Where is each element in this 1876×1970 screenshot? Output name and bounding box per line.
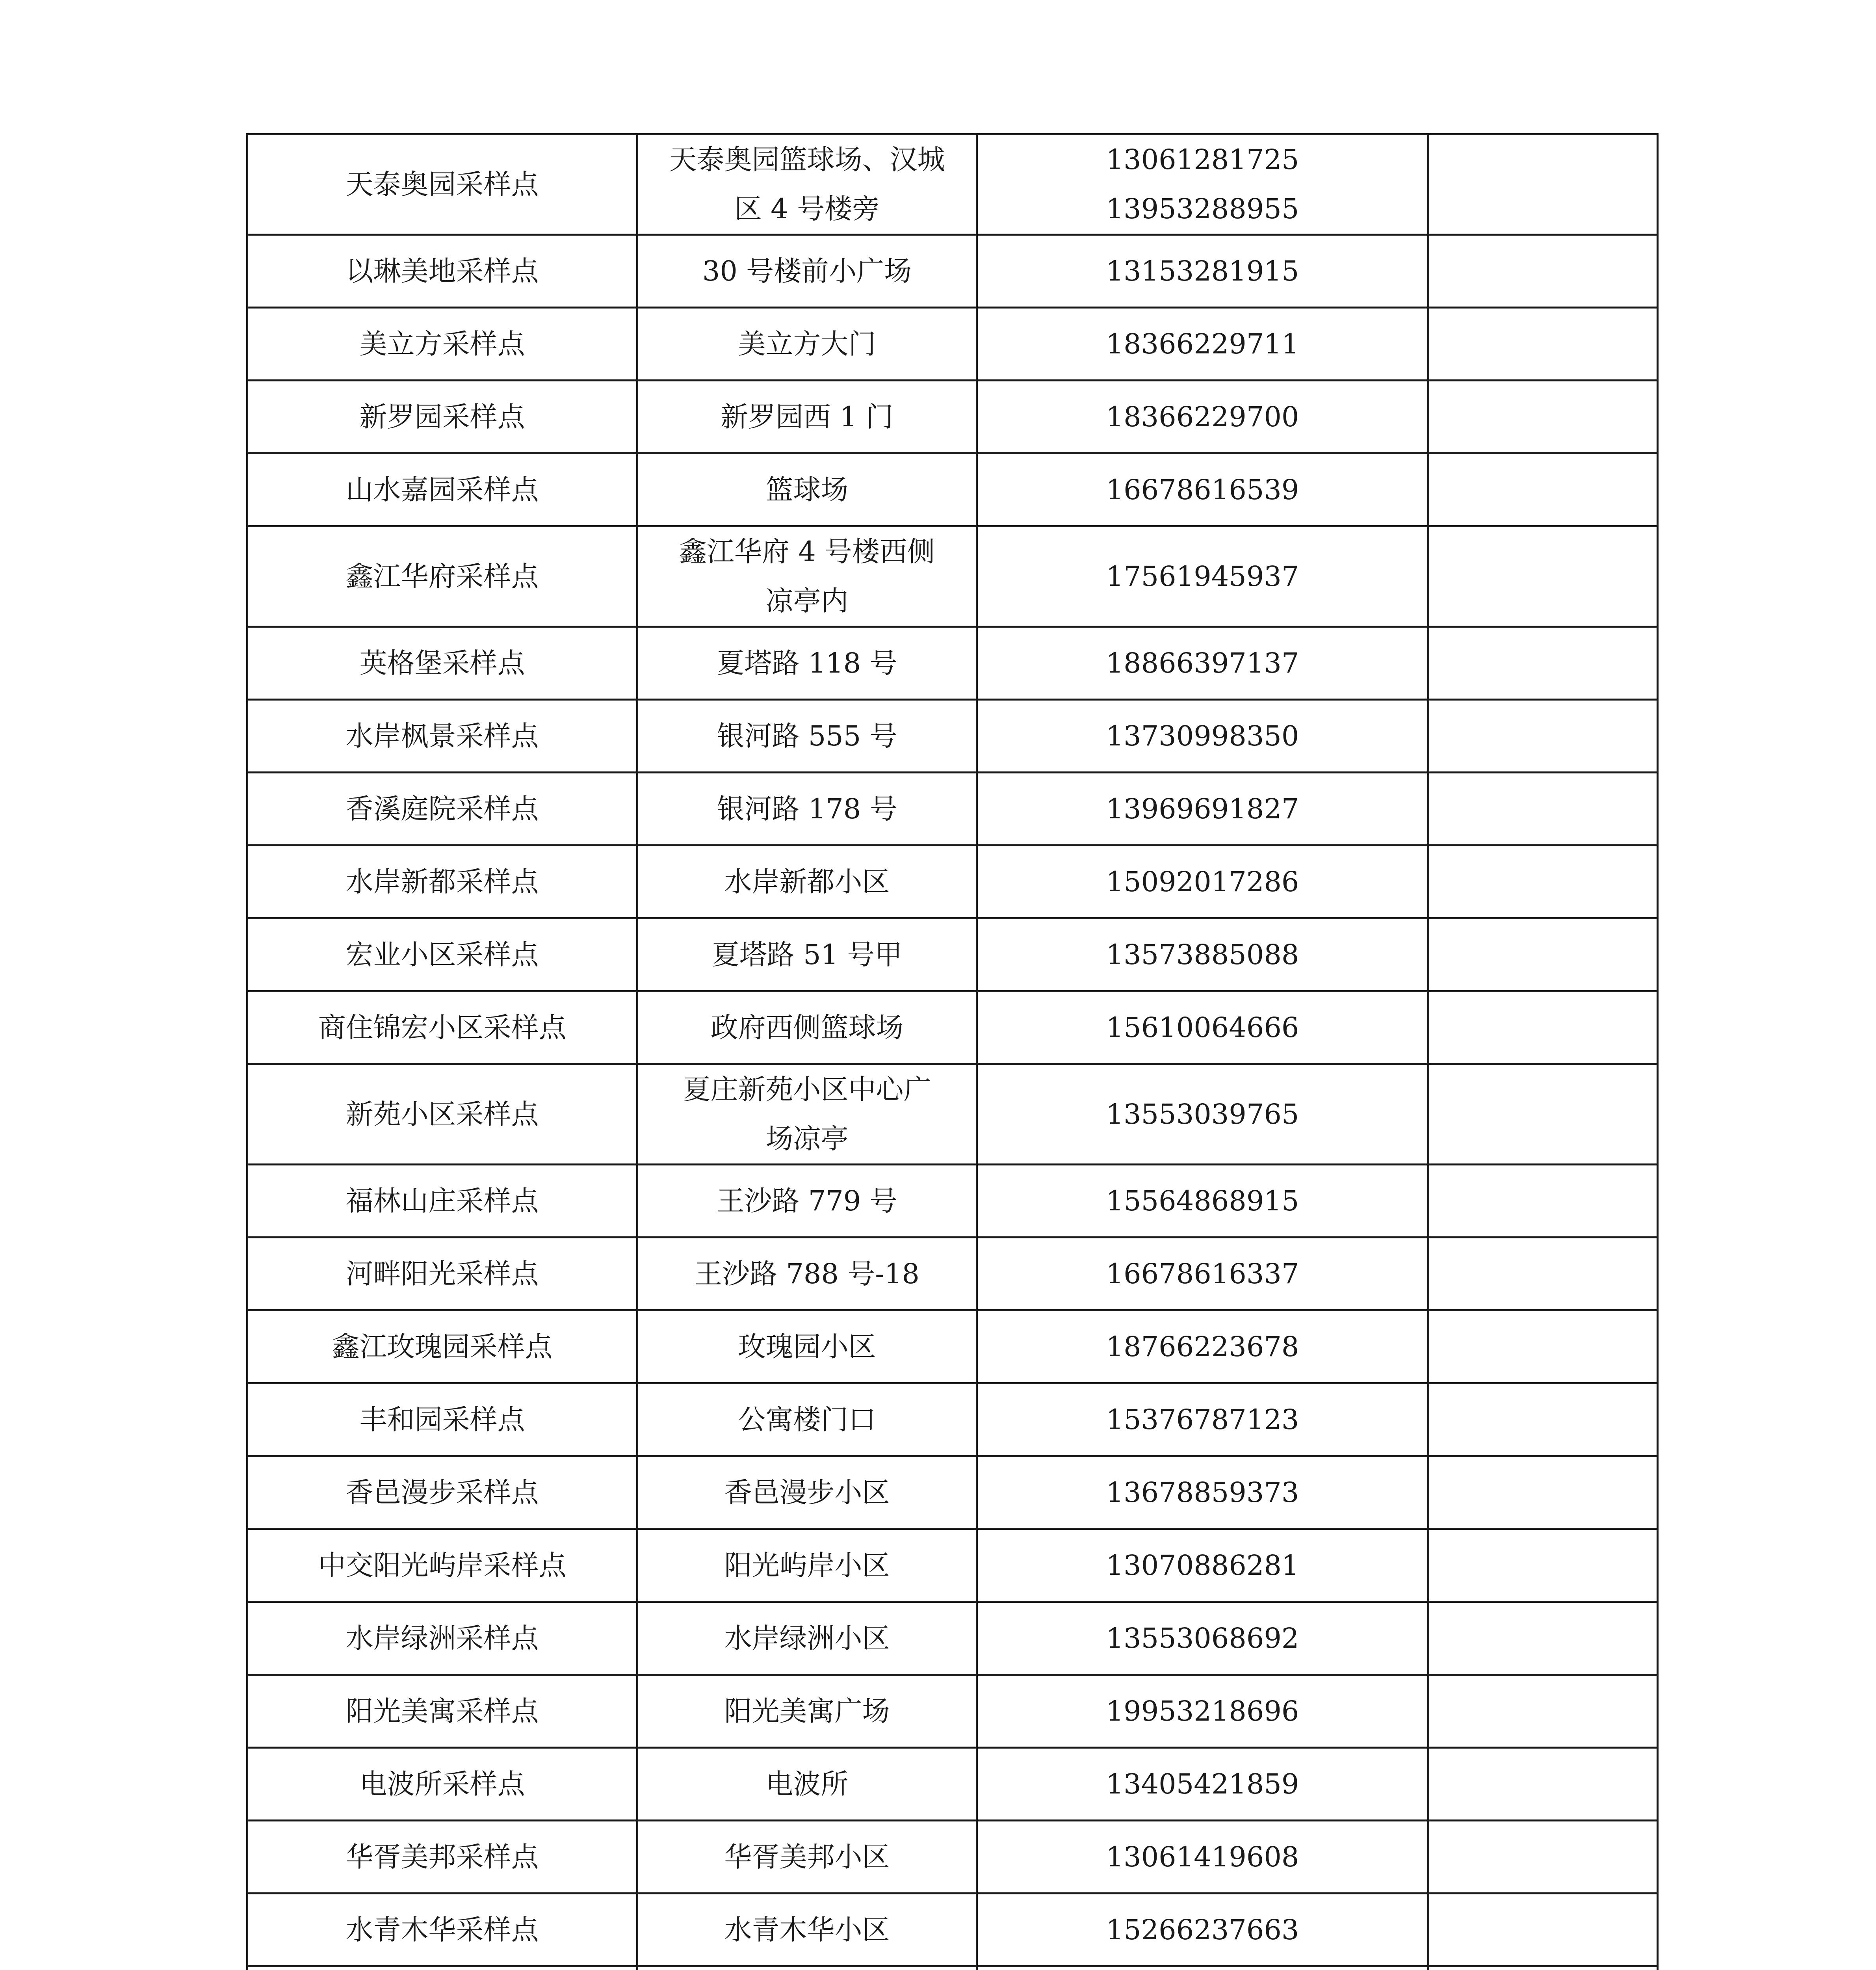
location-line: 篮球场: [765, 473, 849, 506]
note-cell: [1428, 991, 1658, 1064]
phone-number: 13405421859: [1106, 1767, 1299, 1800]
phone-number: 16678616337: [1106, 1257, 1299, 1290]
phone-cell: [977, 700, 1428, 773]
location-line: 王沙路 779 号: [717, 1184, 897, 1217]
sampling-point-name-cell: 新苑小区采样点: [247, 1064, 637, 1165]
note-cell: [1428, 1748, 1658, 1821]
sampling-point-name-cell: 英格堡采样点: [247, 627, 637, 700]
note-cell: [1428, 381, 1658, 453]
sampling-point-name-cell: 商住锦宏小区采样点: [247, 991, 637, 1064]
phone-cell: [977, 308, 1428, 381]
location-cell: [637, 1456, 977, 1529]
sampling-point-name-cell: 山水嘉园采样点: [247, 453, 637, 526]
phone-cell: [977, 918, 1428, 991]
location-line: 政府西侧篮球场: [710, 1011, 904, 1044]
note-cell: [1428, 308, 1658, 381]
location-line: 水岸绿洲小区: [724, 1622, 890, 1654]
location-line: 夏庄新苑小区中心广: [683, 1073, 931, 1106]
phone-cell: [977, 627, 1428, 700]
phone-cell: [977, 1894, 1428, 1966]
location-line: 公寓楼门口: [738, 1403, 876, 1436]
table-row: [247, 773, 1658, 846]
note-cell: [1428, 526, 1658, 627]
note-cell: [1428, 134, 1658, 235]
table-row: [247, 846, 1658, 918]
table-row: [247, 1456, 1658, 1529]
location-line: 阳光屿岸小区: [724, 1549, 890, 1582]
note-cell: [1428, 918, 1658, 991]
sampling-point-name-cell: [247, 1966, 637, 1970]
note-cell: [1428, 1456, 1658, 1529]
note-cell: [1428, 700, 1658, 773]
location-cell: [637, 1602, 977, 1675]
phone-cell: [977, 1529, 1428, 1602]
phone-number: 15266237663: [1106, 1913, 1299, 1946]
location-cell: [637, 381, 977, 453]
phone-number: 13070886281: [1106, 1549, 1299, 1582]
phone-cell: [977, 846, 1428, 918]
note-cell: [1428, 235, 1658, 308]
sampling-point-name-cell: 电波所采样点: [247, 1748, 637, 1821]
phone-cell: [977, 1821, 1428, 1894]
phone-number: 13153281915: [1106, 255, 1299, 287]
sampling-point-name-cell: 以琳美地采样点: [247, 235, 637, 308]
location-line: 银河路 178 号: [717, 792, 897, 825]
note-cell: [1428, 627, 1658, 700]
phone-cell: [977, 1165, 1428, 1238]
sampling-point-name-cell: 美立方采样点: [247, 308, 637, 381]
location-line: 场凉亭: [765, 1123, 849, 1155]
location-line: 30 号楼前小广场: [702, 255, 912, 287]
sampling-point-name-cell: 水岸绿洲采样点: [247, 1602, 637, 1675]
location-cell: [637, 235, 977, 308]
table-row: [247, 453, 1658, 526]
phone-cell: [977, 526, 1428, 627]
location-cell: [637, 1238, 977, 1310]
phone-number: 13061281725: [1106, 143, 1299, 176]
phone-cell: [977, 1456, 1428, 1529]
location-cell: [637, 1966, 977, 1970]
location-line: 水青木华小区: [724, 1913, 890, 1946]
location-line: 区 4 号楼旁: [734, 193, 880, 225]
phone-cell: [977, 1602, 1428, 1675]
location-line: 水岸新都小区: [724, 865, 890, 898]
table-row: [247, 1383, 1658, 1456]
sampling-point-name-cell: 水岸枫景采样点: [247, 700, 637, 773]
note-cell: [1428, 1529, 1658, 1602]
phone-cell: [977, 235, 1428, 308]
phone-cell: [977, 1238, 1428, 1310]
sampling-points-table: [246, 133, 1659, 1970]
sampling-point-name-cell: 香溪庭院采样点: [247, 773, 637, 846]
table-row: [247, 1894, 1658, 1966]
phone-number: 15092017286: [1106, 865, 1299, 898]
table-row: [247, 1966, 1658, 1970]
location-line: 新罗园西 1 门: [720, 400, 894, 433]
location-cell: [637, 308, 977, 381]
table-row: [247, 1529, 1658, 1602]
location-line: 夏塔路 51 号甲: [711, 938, 903, 971]
location-cell: [637, 1165, 977, 1238]
phone-cell: [977, 1064, 1428, 1165]
phone-number: 15610064666: [1106, 1011, 1299, 1044]
table-row: [247, 700, 1658, 773]
location-cell: [637, 773, 977, 846]
phone-number: 13553039765: [1106, 1098, 1299, 1130]
phone-number: 15376787123: [1106, 1403, 1299, 1436]
phone-cell: [977, 1966, 1428, 1970]
note-cell: [1428, 1064, 1658, 1165]
phone-cell: [977, 1748, 1428, 1821]
note-cell: [1428, 1675, 1658, 1748]
table-row: [247, 308, 1658, 381]
location-cell: [637, 1064, 977, 1165]
phone-cell: [977, 1383, 1428, 1456]
table-row: [247, 1675, 1658, 1748]
location-line: 玫瑰园小区: [738, 1330, 876, 1363]
location-cell: [637, 918, 977, 991]
sampling-point-name-cell: 水青木华采样点: [247, 1894, 637, 1966]
note-cell: [1428, 1602, 1658, 1675]
phone-number: 18366229711: [1106, 327, 1299, 360]
sampling-point-name-cell: 新罗园采样点: [247, 381, 637, 453]
phone-number: 13573885088: [1106, 938, 1299, 971]
phone-cell: [977, 991, 1428, 1064]
location-cell: [637, 846, 977, 918]
phone-cell: [977, 1675, 1428, 1748]
table-body: [247, 134, 1658, 1970]
phone-cell: [977, 1310, 1428, 1383]
location-line: 天泰奥园篮球场、汉城: [669, 143, 945, 176]
phone-number: 16678616539: [1106, 473, 1299, 506]
sampling-point-name-cell: 华胥美邦采样点: [247, 1821, 637, 1894]
sampling-point-name-cell: 阳光美寓采样点: [247, 1675, 637, 1748]
sampling-point-name-cell: 鑫江华府采样点: [247, 526, 637, 627]
table-row: [247, 134, 1658, 235]
location-line: 银河路 555 号: [717, 719, 897, 752]
phone-number: 18866397137: [1106, 647, 1299, 679]
location-line: 香邑漫步小区: [724, 1476, 890, 1509]
table-row: [247, 991, 1658, 1064]
note-cell: [1428, 846, 1658, 918]
note-cell: [1428, 1165, 1658, 1238]
location-cell: [637, 700, 977, 773]
table-row: [247, 526, 1658, 627]
table-row: [247, 1064, 1658, 1165]
phone-number: 13969691827: [1106, 792, 1299, 825]
location-cell: [637, 1821, 977, 1894]
phone-number: 13553068692: [1106, 1622, 1299, 1654]
sampling-point-name-cell: 天泰奥园采样点: [247, 134, 637, 235]
phone-cell: [977, 381, 1428, 453]
table-row: [247, 1165, 1658, 1238]
sampling-point-name-cell: 丰和园采样点: [247, 1383, 637, 1456]
note-cell: [1428, 1821, 1658, 1894]
table-row: [247, 381, 1658, 453]
location-cell: [637, 627, 977, 700]
phone-number: 13678859373: [1106, 1476, 1299, 1509]
table-row: [247, 627, 1658, 700]
sampling-point-name-cell: 鑫江玫瑰园采样点: [247, 1310, 637, 1383]
sampling-point-name-cell: 水岸新都采样点: [247, 846, 637, 918]
phone-cell: [977, 773, 1428, 846]
table-row: [247, 235, 1658, 308]
sampling-point-name-cell: 中交阳光屿岸采样点: [247, 1529, 637, 1602]
table-row: [247, 1821, 1658, 1894]
sampling-point-name-cell: 香邑漫步采样点: [247, 1456, 637, 1529]
sampling-point-name-cell: 宏业小区采样点: [247, 918, 637, 991]
phone-number: 18366229700: [1106, 400, 1299, 433]
note-cell: [1428, 773, 1658, 846]
phone-number: 13061419608: [1106, 1840, 1299, 1873]
phone-number: 17561945937: [1106, 560, 1299, 593]
phone-number: 13730998350: [1106, 719, 1299, 752]
location-cell: [637, 1675, 977, 1748]
note-cell: [1428, 453, 1658, 526]
location-line: 凉亭内: [765, 585, 849, 617]
location-cell: [637, 1383, 977, 1456]
sampling-point-name-cell: 福林山庄采样点: [247, 1165, 637, 1238]
note-cell: [1428, 1238, 1658, 1310]
note-cell: [1428, 1310, 1658, 1383]
table-row: [247, 1238, 1658, 1310]
sampling-point-name-cell: 河畔阳光采样点: [247, 1238, 637, 1310]
table-row: [247, 1748, 1658, 1821]
table-row: [247, 918, 1658, 991]
phone-number: 15564868915: [1106, 1184, 1299, 1217]
note-cell: [1428, 1894, 1658, 1966]
location-line: 王沙路 788 号-18: [695, 1257, 919, 1290]
location-cell: [637, 1310, 977, 1383]
phone-number: 18766223678: [1106, 1330, 1299, 1363]
phone-number: 19953218696: [1106, 1695, 1299, 1727]
location-line: 美立方大门: [738, 327, 876, 360]
table-row: [247, 1602, 1658, 1675]
location-cell: [637, 1748, 977, 1821]
location-cell: [637, 1894, 977, 1966]
phone-cell: [977, 453, 1428, 526]
location-cell: [637, 134, 977, 235]
phone-number: 13953288955: [1106, 193, 1299, 225]
location-line: 夏塔路 118 号: [717, 647, 897, 679]
location-cell: [637, 526, 977, 627]
note-cell: [1428, 1383, 1658, 1456]
note-cell: [1428, 1966, 1658, 1970]
location-line: 鑫江华府 4 号楼西侧: [679, 535, 935, 568]
location-line: 华胥美邦小区: [724, 1840, 890, 1873]
phone-cell: [977, 134, 1428, 235]
location-line: 阳光美寓广场: [724, 1695, 890, 1727]
location-line: 电波所: [765, 1767, 849, 1800]
location-cell: [637, 991, 977, 1064]
table-row: [247, 1310, 1658, 1383]
location-cell: [637, 1529, 977, 1602]
location-cell: [637, 453, 977, 526]
